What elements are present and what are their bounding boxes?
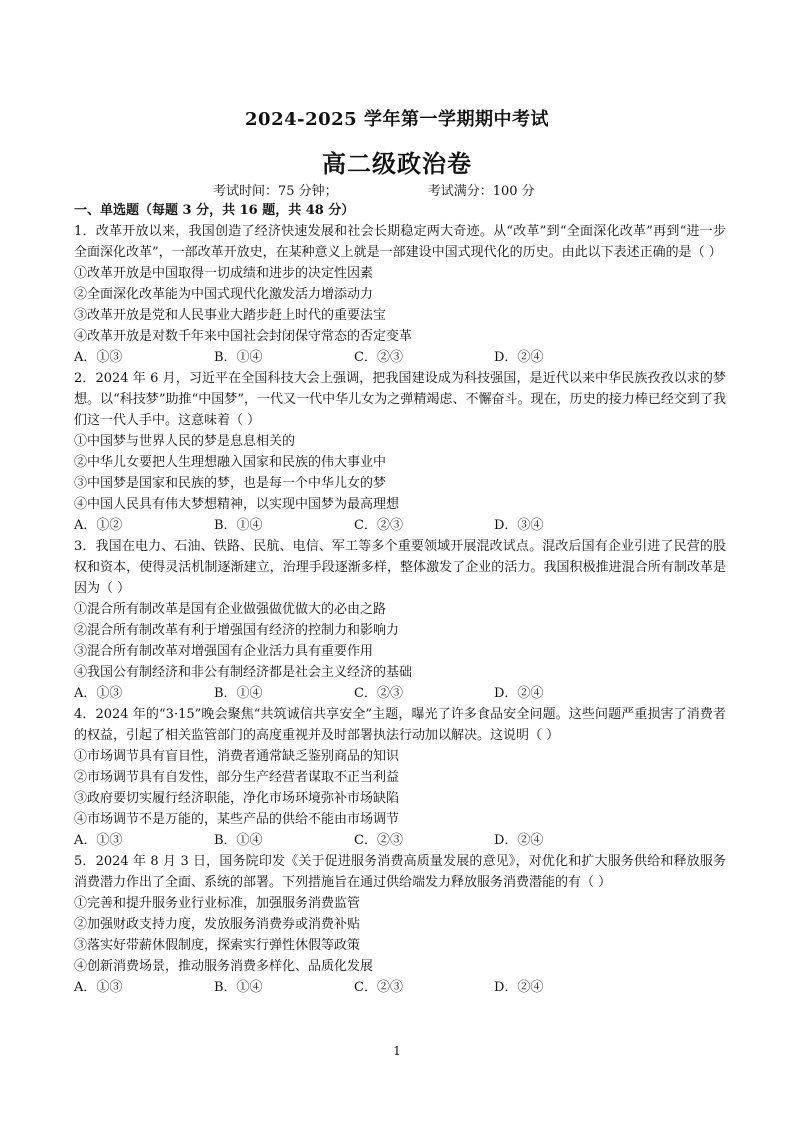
answer-choices — [74, 515, 726, 536]
statement-option: ③落实好带薪休假制度，探索实行弹性休假等政策 — [74, 938, 361, 953]
question-list — [74, 221, 726, 998]
statement-option: ③改革开放是党和人民事业大踏步赶上时代的重要法宝 — [74, 308, 387, 323]
statement-option: ④市场调节不是万能的，某些产品的供给不能由市场调节 — [74, 812, 400, 827]
statement-option: ④改革开放是对数千年来中国社会封闭保守常态的否定变革 — [74, 329, 413, 344]
question-content — [74, 200, 726, 998]
answer-choice: B．①④ — [214, 833, 263, 848]
answer-choices — [74, 830, 726, 851]
statement-option: ①市场调节具有盲目性，消费者通常缺乏鉴别商品的知识 — [74, 749, 400, 764]
answer-choice: D．②④ — [494, 686, 544, 701]
statement-option: ③中国梦是国家和民族的梦，也是每一个中华儿女的梦 — [74, 476, 387, 491]
answer-choice: C．②③ — [354, 980, 403, 995]
answer-choices — [74, 977, 726, 998]
answer-choice: A．①③ — [74, 833, 123, 848]
statement-option: ②市场调节具有自发性，部分生产经营者谋取不正当利益 — [74, 770, 400, 785]
statement-option: ①完善和提升服务业行业标准，加强服务消费监管 — [74, 896, 361, 911]
statement-option: ③政府要切实履行经济职能，净化市场环境弥补市场缺陷 — [74, 791, 400, 806]
answer-choice: C．②③ — [354, 350, 403, 365]
exam-title: 2024-2025 学年第一学期期中考试 — [245, 109, 549, 130]
answer-choice: D．②④ — [494, 350, 544, 365]
statement-option: ①中国梦与世界人民的梦是息息相关的 — [74, 434, 296, 449]
statement-option: ①混合所有制改革是国有企业做强做优做大的必由之路 — [74, 602, 387, 617]
statement-option: ④中国人民具有伟大梦想精神，以实现中国梦为最高理想 — [74, 497, 400, 512]
question-stem: 5．2024 年 8 月 3 日，国务院印发《关于促进服务消费高质量发展的意见》，对优化和扩大服务供给和释放服务消费潜力作出了全面、系统的部署。下列措施旨在通过供给端发力释放服务消费潜能的有（ ） — [74, 854, 726, 890]
answer-choices — [74, 683, 726, 704]
answer-choice: B．①④ — [214, 980, 263, 995]
question-3 — [74, 536, 726, 704]
question-5 — [74, 851, 726, 998]
statement-option: ②全面深化改革能为中国式现代化激发活力增添动力 — [74, 287, 374, 302]
statement-option: ①改革开放是中国取得一切成绩和进步的决定性因素 — [74, 266, 374, 281]
page-number: 1 — [393, 1044, 401, 1058]
statement-option: ③混合所有制改革对增强国有企业活力具有重要作用 — [74, 644, 374, 659]
question-2 — [74, 368, 726, 536]
section-heading: 一、单选题（每题 3 分，共 16 题，共 48 分） — [74, 203, 355, 218]
question-stem: 4．2024 年的“3·15”晚会聚焦“共筑诚信共享安全”主题，曝光了许多食品安全问题。这些问题严重损害了消费者的权益，引起了相关监管部门的高度重视并及时部署执法行动加以解决。这说明（ ） — [74, 707, 726, 743]
answer-choice: A．①③ — [74, 686, 123, 701]
exam-meta — [213, 180, 535, 199]
exam-subtitle: 高二级政治卷 — [322, 149, 472, 178]
answer-choice: B．①④ — [214, 350, 263, 365]
exam-score: 考试满分：100 分 — [427, 184, 535, 199]
statement-option: ②混合所有制改革有利于增强国有经济的控制力和影响力 — [74, 623, 400, 638]
question-4 — [74, 704, 726, 851]
question-stem: 1．改革开放以来，我国创造了经济快速发展和社会长期稳定两大奇迹。从“改革”到“全面深化改革”再到“进一步全面深化改革”，一部改革开放史，在某种意义上就是一部建设中国式现代化的历史。由此以下表述正确的是（ ） — [74, 224, 726, 260]
question-stem: 3．我国在电力、石油、铁路、民航、电信、军工等多个重要领域开展混改试点。混改后国有企业引进了民营的股权和资本，使得灵活机制逐渐建立，治理手段逐渐多样，整体激发了企业的活力。我国积极推进混合所有制改革是因为（ ） — [74, 539, 726, 596]
answer-choice: A．①② — [74, 518, 123, 533]
question-1 — [74, 221, 726, 368]
answer-choice: B．①④ — [214, 686, 263, 701]
answer-choice: B．①④ — [214, 518, 263, 533]
answer-choice: D．②④ — [494, 980, 544, 995]
answer-choice: C．②③ — [354, 518, 403, 533]
statement-option: ④我国公有制经济和非公有制经济都是社会主义经济的基础 — [74, 665, 413, 680]
exam-time: 考试时间：75 分钟； — [213, 184, 338, 199]
statement-option: ②加强财政支持力度，发放服务消费券或消费补贴 — [74, 917, 361, 932]
answer-choice: D．②④ — [494, 833, 544, 848]
answer-choice: C．②③ — [354, 686, 403, 701]
answer-choice: A．①③ — [74, 980, 123, 995]
answer-choice: C．②③ — [354, 833, 403, 848]
answer-choice: D．③④ — [494, 518, 544, 533]
question-stem: 2．2024 年 6 月，习近平在全国科技大会上强调，把我国建设成为科技强国，是近代以来中华民族孜孜以求的梦想。以“科技梦”助推“中国梦”，一代又一代中华儿女为之弹精竭虑、不懈奋斗。现在，历史的接力棒已经交到了我们这一代人手中。这意味着（ ） — [74, 371, 726, 428]
statement-option: ④创新消费场景，推动服务消费多样化、品质化发展 — [74, 959, 374, 974]
answer-choices — [74, 347, 726, 368]
statement-option: ②中华儿女要把人生理想融入国家和民族的伟大事业中 — [74, 455, 387, 470]
answer-choice: A．①③ — [74, 350, 123, 365]
